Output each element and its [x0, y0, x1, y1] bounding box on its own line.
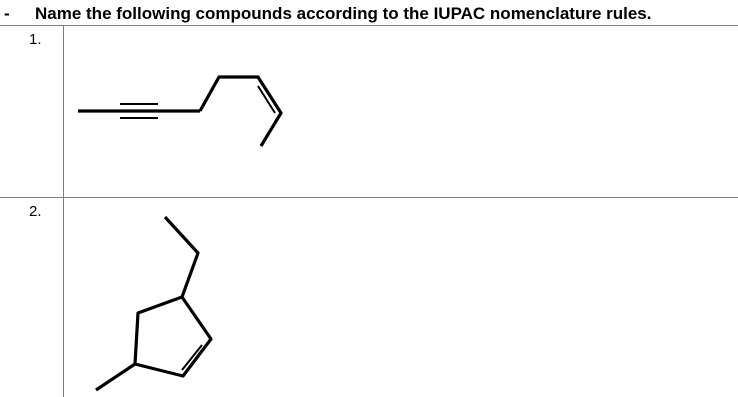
- bullet-marker: -: [4, 4, 10, 23]
- compound-2-structure: [96, 217, 211, 390]
- compound-2-ethyl-group: [165, 217, 198, 297]
- question-1-number: 1.: [29, 31, 42, 48]
- compound-2-methyl-group: [96, 364, 135, 390]
- compound-2-cyclopentene-ring: [135, 297, 211, 376]
- question-2-number: 2.: [29, 203, 42, 220]
- instruction-heading: Name the following compounds according to the IUPAC nomenclature rules.: [35, 4, 652, 23]
- compound-1-alkene-chain: [200, 77, 281, 146]
- compound-1-structure: [78, 77, 281, 146]
